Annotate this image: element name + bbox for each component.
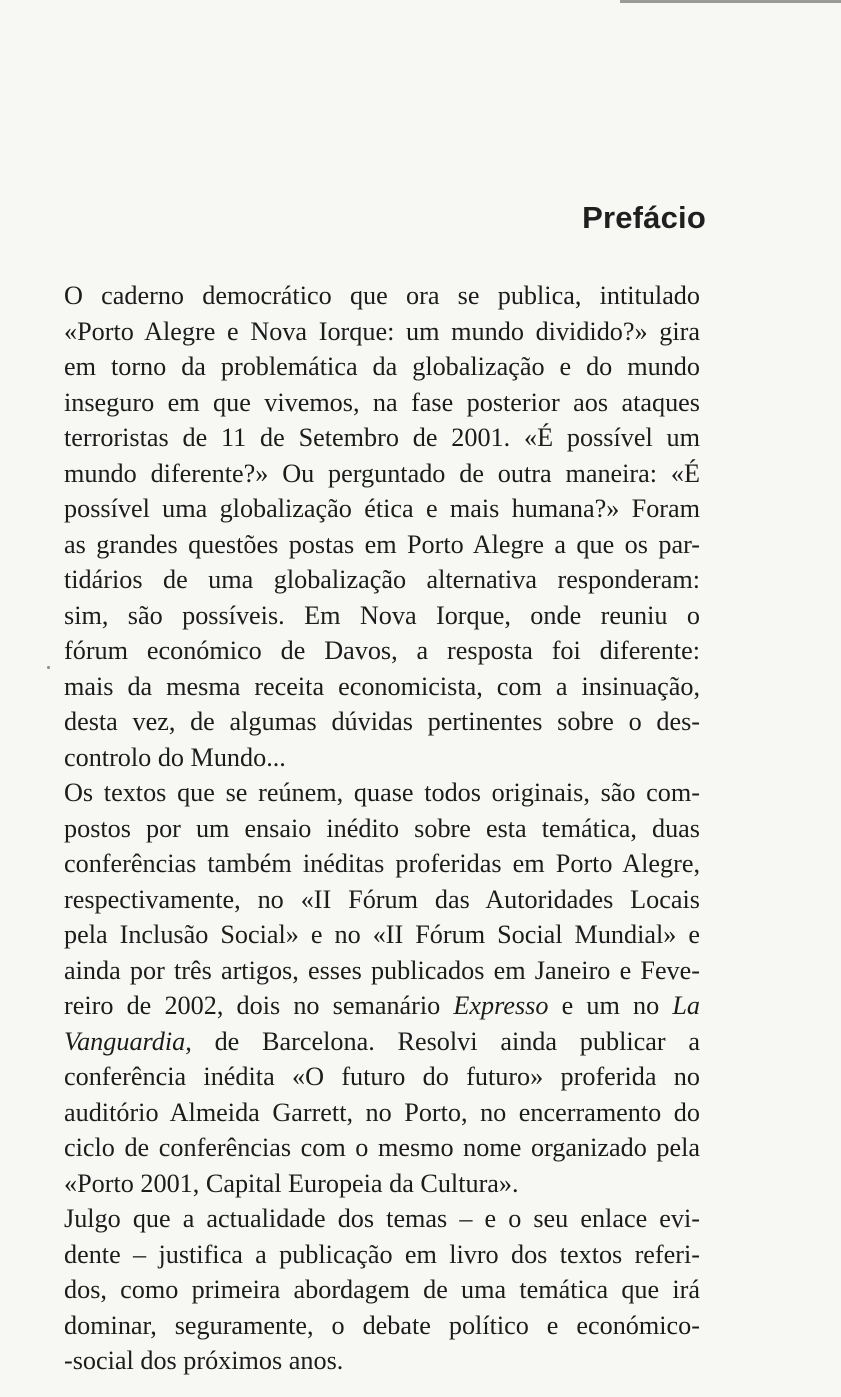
text-line: dos, como primeira abordagem de uma temática que irá — [64, 1275, 700, 1304]
text-line-with-italic — [64, 1024, 700, 1060]
text-line: auditório Almeida Garrett, no Porto, no encerramento do — [64, 1097, 700, 1127]
text-line: ciclo de conferências com o mesmo nome organizado pela — [64, 1133, 700, 1162]
text-line: desta vez, de algumas dúvidas pertinentes sobre o des- — [64, 707, 700, 736]
text-line: dominar, seguramente, o debate político e económico- — [64, 1310, 700, 1340]
text-line: O caderno democrático que ora se publica, intitulado — [64, 281, 700, 310]
text-line: sim, são possíveis. Em Nova Iorque, onde reuniu o — [64, 600, 700, 630]
text-line: mais da mesma receita economicista, com a insinuação, — [64, 671, 700, 701]
text-line: Os textos que se reúnem, quase todos originais, são com- — [64, 778, 700, 807]
text-line: tidários de uma globalização alternativa responderam: — [64, 565, 700, 594]
text-line: conferência inédita «O futuro do futuro» proferida no — [64, 1062, 700, 1091]
text-line: fórum económico de Davos, a resposta foi diferente: — [64, 636, 700, 665]
chapter-heading: Prefácio — [582, 200, 706, 235]
margin-speck — [47, 666, 50, 669]
text-line: -social dos próximos anos. — [64, 1346, 344, 1375]
text-line: inseguro em que vivemos, na fase posterior aos ataques — [64, 387, 700, 417]
text-line: respectivamente, no «II Fórum das Autoridades Locais — [64, 884, 700, 914]
text-segment: reiro de 2002, dois no semanário — [64, 991, 454, 1020]
top-edge-rule — [620, 0, 841, 3]
text-line: terroristas de 11 de Setembro de 2001. «É possível um — [64, 423, 700, 452]
text-line: controlo do Mundo... — [64, 742, 286, 772]
publication-title: La — [672, 991, 701, 1020]
paragraph-3 — [64, 1201, 700, 1379]
paragraph-1 — [64, 278, 700, 775]
text-line: mundo diferente?» Ou perguntado de outra maneira: «É — [64, 458, 700, 488]
text-segment: e um no — [548, 991, 673, 1020]
text-line: dente – justifica a publicação em livro dos textos referi- — [64, 1239, 700, 1269]
paragraph-2 — [64, 775, 700, 1201]
text-line: «Porto 2001, Capital Europeia da Cultura». — [64, 1168, 519, 1198]
text-line: «Porto Alegre e Nova Iorque: um mundo dividido?» gira — [64, 316, 700, 346]
text-line-with-italic — [64, 988, 700, 1024]
text-line: ainda por três artigos, esses publicados em Janeiro e Feve- — [64, 955, 700, 985]
text-line: postos por um ensaio inédito sobre esta temática, duas — [64, 813, 700, 843]
text-line: pela Inclusão Social» e no «II Fórum Social Mundial» e — [64, 920, 700, 949]
text-line: em torno da problemática da globalização e do mundo — [64, 352, 700, 381]
text-segment: de Barcelona. Resolvi ainda publicar a — [191, 1026, 700, 1056]
text-line: possível uma globalização ética e mais humana?» Foram — [64, 494, 700, 523]
text-line: Julgo que a actualidade dos temas – e o seu enlace evi- — [64, 1204, 700, 1233]
text-line: as grandes questões postas em Porto Alegre a que os par- — [64, 529, 700, 559]
publication-title: Expresso — [453, 991, 549, 1020]
text-line: conferências também inéditas proferidas em Porto Alegre, — [64, 849, 700, 878]
publication-title: Vanguardia, — [64, 1026, 192, 1056]
body-text — [64, 278, 700, 1379]
